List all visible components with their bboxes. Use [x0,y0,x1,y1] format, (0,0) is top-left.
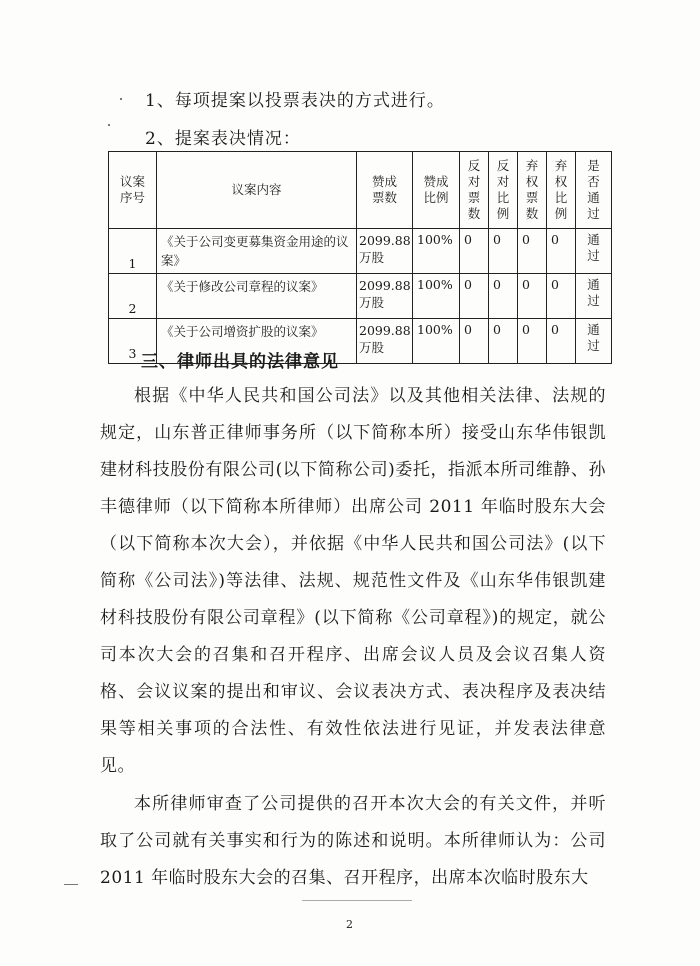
row-for-ratio: 100% [413,319,460,364]
header-for-votes: 赞成票数 [357,152,413,229]
row-for-ratio: 100% [413,274,460,319]
row-abstain-ratio: 0 [547,274,576,319]
header-abstain-ratio: 弃权比例 [547,152,576,229]
scan-mark [120,98,122,100]
row-abstain-votes: 0 [518,319,547,364]
page-number: 2 [346,918,353,931]
header-against-votes: 反对票数 [460,152,489,229]
table-row [109,274,612,319]
paragraph-legal-opinion: 根据《中华人民共和国公司法》以及其他相关法律、法规的规定，山东普正律师事务所（以下简称本所）接受山东华伟银凯建材科技股份有限公司(以下简称公司)委托，指派本所司维静、孙丰德律师（以下简称本所律师）出席公司 2011 年临时股东大会（以下简称本次大会），并依据《中华人民共和国公司法》(以下简称《公司法》)等法律、法规、规范性文件及《山东华伟银凯建材科技股份有限公司章程》(以下简称《公司章程》)的规定，就公司本次大会的召集和召开程序、出席会议人员及会议召集人资格、会议议案的提出和审议、会议表决方式、表决程序及表决结果等相关事项的合法性、有效性依法进行见证，并发表法律意见。 [100,386,606,776]
row-abstain-ratio: 0 [547,319,576,364]
row-for-votes: 2099.88万股 [357,229,413,274]
header-passed: 是否通过 [576,152,612,229]
row-for-votes: 2099.88万股 [357,319,413,364]
item-1: 1、每项提案以投票表决的方式进行。 [145,91,445,111]
row-against-ratio: 0 [489,274,518,319]
voting-results-table [108,151,612,364]
scan-mark [64,884,78,885]
table-row [109,229,612,274]
row-no: 1 [109,229,157,274]
section-heading: 三、律师出具的法律意见 [141,352,339,372]
row-no: 3 [109,319,157,364]
row-content: 《关于修改公司章程的议案》 [157,274,357,319]
row-for-ratio: 100% [413,229,460,274]
row-abstain-ratio: 0 [547,229,576,274]
row-against-ratio: 0 [489,229,518,274]
header-abstain-votes: 弃权票数 [518,152,547,229]
row-against-votes: 0 [460,274,489,319]
row-abstain-votes: 0 [518,229,547,274]
row-content: 《关于公司变更募集资金用途的议案》 [157,229,357,274]
scan-mark [302,900,412,901]
scan-mark [108,124,110,126]
header-no: 议案序号 [109,152,157,229]
row-against-votes: 0 [460,229,489,274]
row-against-ratio: 0 [489,319,518,364]
row-no: 2 [109,274,157,319]
row-passed: 通过 [576,274,612,319]
header-against-ratio: 反对比例 [489,152,518,229]
row-against-votes: 0 [460,319,489,364]
row-content: 《关于公司增资扩股的议案》 [157,319,357,364]
header-content: 议案内容 [157,152,357,229]
paragraph-review: 本所律师审查了公司提供的召开本次大会的有关文件，并听取了公司就有关事实和行为的陈述和说明。本所律师认为：公司 2011 年临时股东大会的召集、召开程序，出席本次临时股东大 [100,794,606,888]
header-for-ratio: 赞成比例 [413,152,460,229]
row-passed: 通过 [576,229,612,274]
row-for-votes: 2099.88万股 [357,274,413,319]
row-passed: 通过 [576,319,612,364]
table-header-row [109,152,612,229]
row-abstain-votes: 0 [518,274,547,319]
item-2: 2、提案表决情况： [145,129,301,149]
